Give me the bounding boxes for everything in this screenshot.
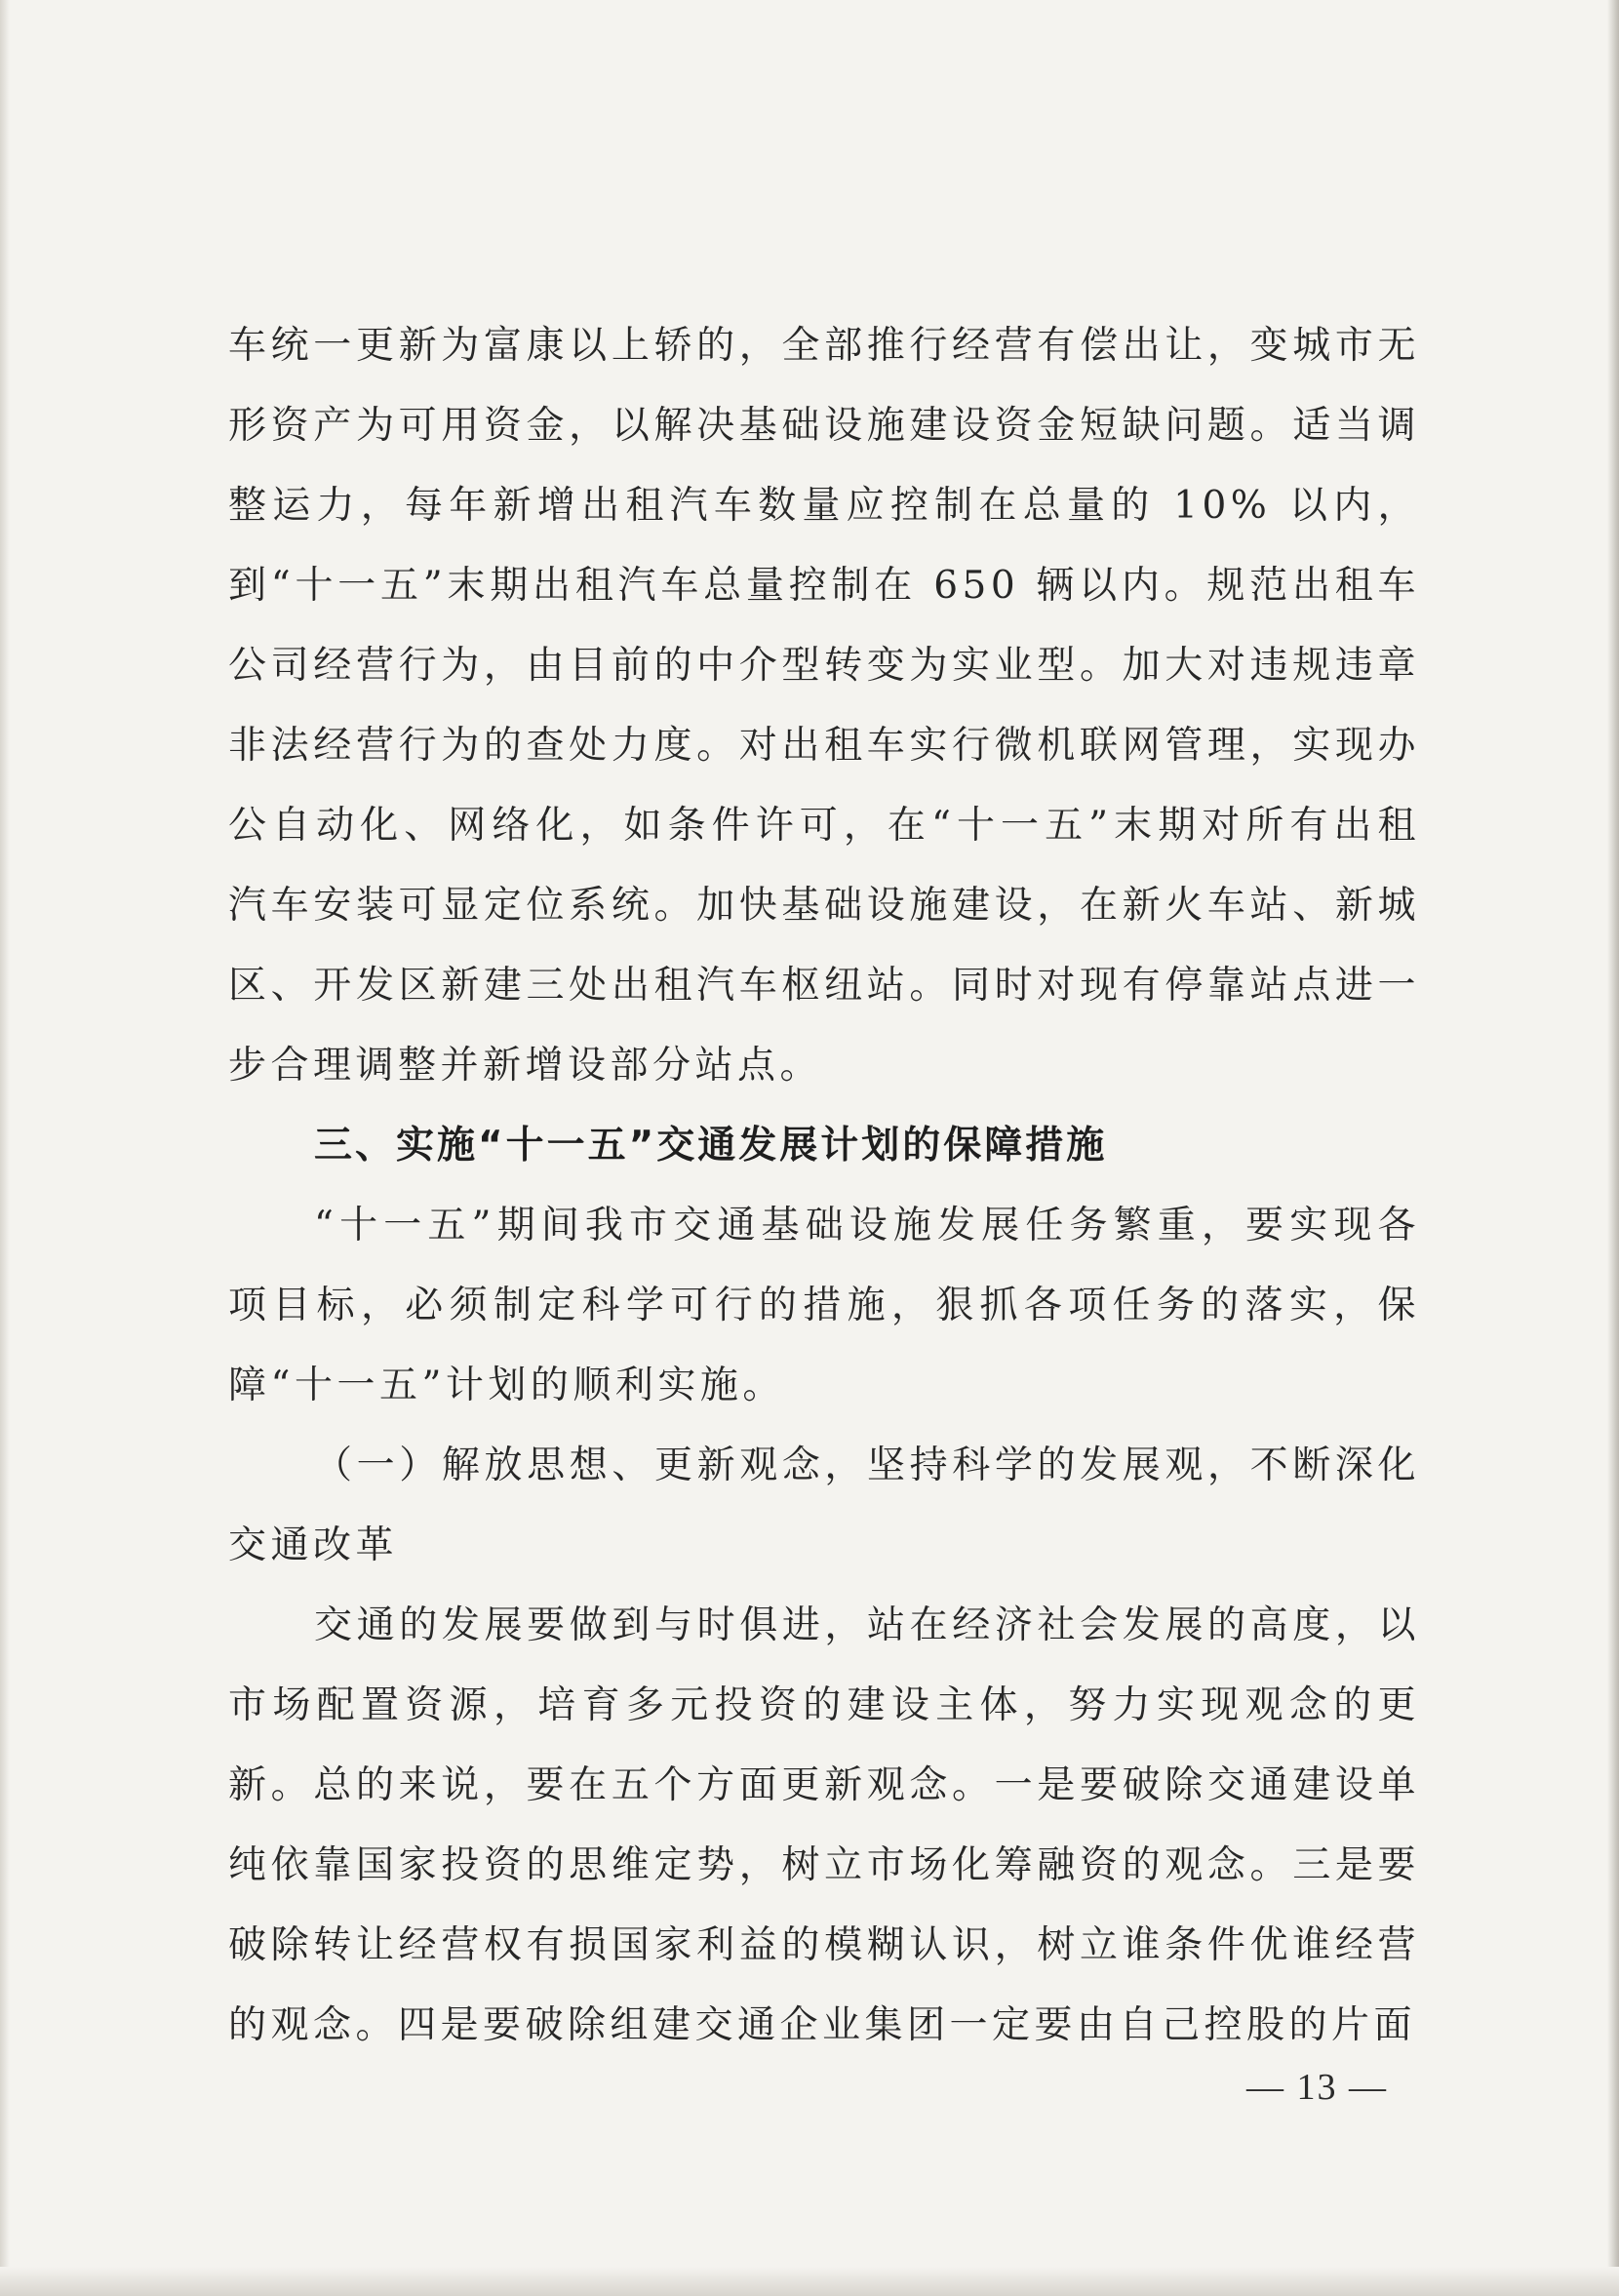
paragraph-taxi-regulation: 车统一更新为富康以上轿的，全部推行经营有偿出让，变城市无形资产为可用资金，以解决基础设施建设资金短缺问题。适当调整运力，每年新增出租汽车数量应控制在总量的 10% 以内，到“十一五”末期出租汽车总量控制在 650 辆以内。规范出租车公司经营行为，由目前的中介型转变为实业型。加大对违规违章非法经营行为的查处力度。对出租车实行微机联网管理，实现办公自动化、网络化，如条件许可，在“十一五”末期对所有出租汽车安装可显定位系统。加快基础设施建设，在新火车站、新城区、开发区新建三处出租汽车枢纽站。同时对现有停靠站点进一步合理调整并新增设部分站点。 [228, 324, 1420, 1088]
subsection-heading-reform: （一）解放思想、更新观念，坚持科学的发展观，不断深化交通改革 [228, 1444, 1420, 1567]
page-edge-right [1607, 0, 1619, 2296]
page-edge-bottom [0, 2267, 1619, 2296]
section-heading-safeguard-measures: 三、实施“十一五”交通发展计划的保障措施 [314, 1124, 1108, 1168]
page-number: — 13 — [1246, 2067, 1388, 2108]
paragraph-section-intro: “十一五”期间我市交通基础设施发展任务繁重，要实现各项目标，必须制定科学可行的措施，狠抓各项任务的落实，保障“十一五”计划的顺利实施。 [228, 1204, 1420, 1407]
page-edge-left [0, 0, 10, 2296]
paragraph-concept-renewal: 交通的发展要做到与时俱进，站在经济社会发展的高度，以市场配置资源，培育多元投资的建设主体，努力实现观念的更新。总的来说，要在五个方面更新观念。一是要破除交通建设单纯依靠国家投资的思维定势，树立市场化筹融资的观念。三是要破除转让经营权有损国家利益的模糊认识，树立谁条件优谁经营的观念。四是要破除组建交通企业集团一定要由自己控股的片面 [228, 1603, 1420, 2047]
document-body [228, 306, 1420, 2066]
